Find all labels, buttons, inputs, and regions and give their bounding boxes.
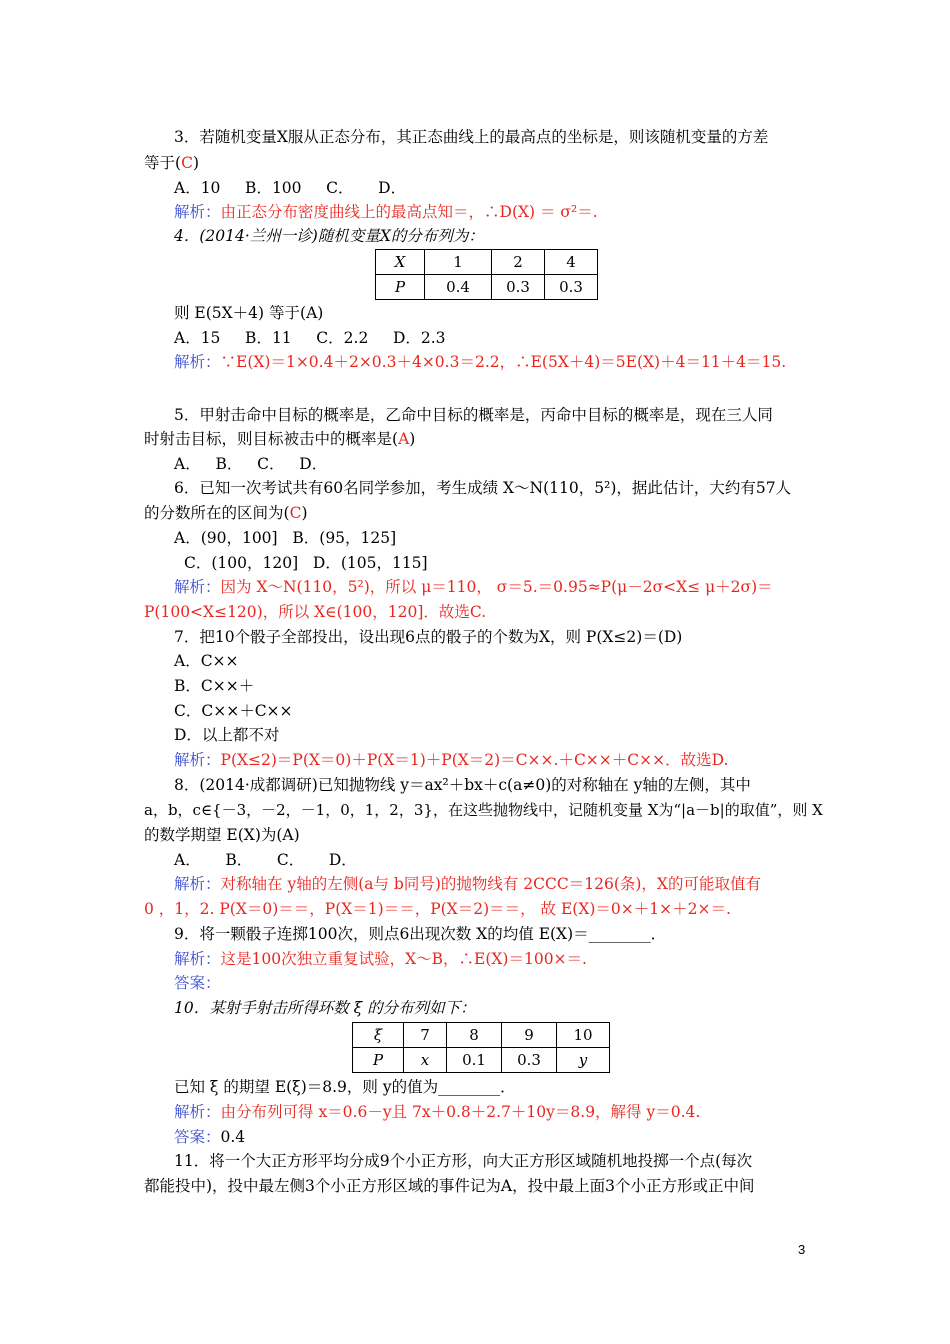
q10-table-cell: y [557,1048,610,1073]
q4-table-header-row [376,250,598,275]
q10-distribution-table [352,1022,610,1073]
q4-table-cell: 2 [492,250,545,275]
q10-table-cell: 10 [557,1023,610,1048]
q3-line2-close: ) [192,154,199,172]
q8-analysis-line1 [174,873,761,895]
q10-table-value-row [353,1048,610,1073]
q6-line2 [144,502,308,524]
q5-line2 [144,428,415,450]
q7-option-a: A．C×× [174,652,239,670]
q6-analysis-text: 因为 X～N(110，5²)，所以 μ＝110， σ＝5.＝0.95≈P(μ－2σ<X≤ μ＋2σ)＝ [220,578,773,596]
q4-table-cell: X [376,250,425,275]
q4-analysis [174,351,786,373]
q7-analysis-label: 解析： [174,751,221,769]
q8-line3: 的数学期望 E(X)为(A) [144,826,300,844]
q9-analysis-text: 这是100次独立重复试验，X～B，∴E(X)＝100×＝. [220,950,587,968]
q3-analysis-label: 解析： [174,203,221,221]
q4-table-cell: 0.4 [425,275,492,300]
q4-table-cell: 1 [425,250,492,275]
q10-table-cell: 9 [502,1023,557,1048]
q10-answer-value: 0.4 [220,1128,246,1146]
q4-table-cell: 0.3 [492,275,545,300]
q9-analysis-label: 解析： [174,950,221,968]
q10-analysis-text: 由分布列可得 x＝0.6－y且 7x＋0.8＋2.7＋10y＝8.9，解得 y＝0.4. [220,1103,701,1121]
q10-table-cell: 0.1 [447,1048,502,1073]
q4-table-value-row [376,275,598,300]
q4-table-cell: 0.3 [545,275,598,300]
q7-analysis [174,749,728,771]
q4-options: A．15 B．11 C．2.2 D．2.3 [174,329,446,347]
q10-table-cell: ξ [353,1023,404,1048]
q9-stem: 9．将一颗骰子连掷100次，则点6出现次数 X的均值 E(X)＝________． [174,925,667,943]
q6-analysis-line1 [174,576,773,598]
q6-analysis-label: 解析： [174,578,221,596]
q8-line1: 8．(2014·成都调研)已知抛物线 y＝ax²＋bx＋c(a≠0)的对称轴在 y轴的左侧，其中 [174,776,751,794]
q8-analysis-line2: 0 ，1，2. P(X＝0)＝＝，P(X＝1)＝＝，P(X＝2)＝＝， 故 E(X)＝0×＋1×＋2×＝. [144,900,731,918]
q10-table-cell: x [404,1048,447,1073]
q3-line2 [144,152,199,174]
q4-analysis-label: 解析： [174,353,221,371]
q9-analysis [174,948,587,970]
q10-analysis-label: 解析： [174,1103,221,1121]
q7-analysis-text: P(X≤2)＝P(X＝0)＋P(X＝1)＋P(X＝2)＝C××.＋C××＋C××．故选D. [220,751,729,769]
q11-line2: 都能投中)，投中最左侧3个小正方形区域的事件记为A，投中最上面3个小正方形或正中间 [144,1177,755,1195]
q3-line2-text: 等于( [144,154,182,172]
q10-line2: 已知 ξ 的期望 E(ξ)＝8.9，则 y的值为________． [174,1078,516,1096]
q10-answer [174,1126,245,1148]
q6-line2-close: ) [301,504,308,522]
q8-analysis-text: 对称轴在 y轴的左侧(a与 b同号)的抛物线有 2CCC＝126(条)，X的可能取值有 [220,875,761,893]
q10-answer-label: 答案： [174,1128,221,1146]
q5-options: A． B． C． D． [174,455,328,473]
q6-answer: C [289,504,302,522]
q6-analysis-line2: P(100<X≤120)，所以 X∈(100，120]．故选C. [144,603,487,621]
q5-line2-text: 时射击目标，则目标被击中的概率是( [144,430,399,448]
q9-answer-label: 答案： [174,974,221,992]
q3-answer: C [181,154,193,172]
q4-distribution-table [375,249,598,300]
q3-line1: 3．若随机变量X服从正态分布，其正态曲线上的最高点的坐标是，则该随机变量的方差 [174,128,769,146]
q6-line2-text: 的分数所在的区间为( [144,504,290,522]
q3-analysis-text: 由正态分布密度曲线上的最高点知＝，∴D(X) ＝ σ²＝. [220,203,598,221]
q7-stem: 7．把10个骰子全部投出，设出现6点的骰子的个数为X，则 P(X≤2)＝(D) [174,628,683,646]
q4-line2: 则 E(5X＋4) 等于(A) [174,304,324,322]
q4-table-cell: P [376,275,425,300]
q8-line2: a，b，c∈{－3，－2，－1，0，1，2，3}，在这些抛物线中，记随机变量 X为“|a－b|的取值”，则 X [144,801,823,819]
q5-answer: A [398,430,410,448]
q8-analysis-label: 解析： [174,875,221,893]
q10-table-header-row [353,1023,610,1048]
q3-analysis [174,201,598,223]
q8-options: A． B． C． D． [174,851,357,869]
q6-options-b: C．(100，120] D．(105，115] [184,554,428,572]
q5-line1: 5．甲射击命中目标的概率是，乙命中目标的概率是，丙命中目标的概率是，现在三人同 [174,406,773,424]
q6-options-a: A．(90，100] B．(95，125] [174,529,397,547]
q6-line1: 6．已知一次考试共有60名同学参加，考生成绩 X～N(110，5²)，据此估计，大约有57人 [174,479,792,497]
q4-stem: 4．(2014·兰州一诊)随机变量X的分布列为： [174,227,484,245]
q4-analysis-text: ∵E(X)＝1×0.4＋2×0.3＋4×0.3＝2.2，∴E(5X＋4)＝5E(X)＋4＝11＋4＝15. [220,353,787,371]
q11-line1: 11．将一个大正方形平均分成9个小正方形，向大正方形区域随机地投掷一个点(每次 [174,1152,753,1170]
q5-line2-close: ) [409,430,416,448]
q10-table-cell: 7 [404,1023,447,1048]
q10-table-cell: 0.3 [502,1048,557,1073]
q10-table-cell: P [353,1048,404,1073]
q10-stem: 10．某射手射击所得环数 ξ 的分布列如下： [174,999,476,1017]
q10-analysis [174,1101,700,1123]
q3-options: A．10 B．100 C． D． [174,179,407,197]
q7-option-c: C．C××＋C×× [174,702,293,720]
q7-option-d: D．以上都不对 [174,726,280,744]
q10-table-cell: 8 [447,1023,502,1048]
page-number: 3 [798,1242,806,1257]
q4-table-cell: 4 [545,250,598,275]
q7-option-b: B．C××＋ [174,677,255,695]
